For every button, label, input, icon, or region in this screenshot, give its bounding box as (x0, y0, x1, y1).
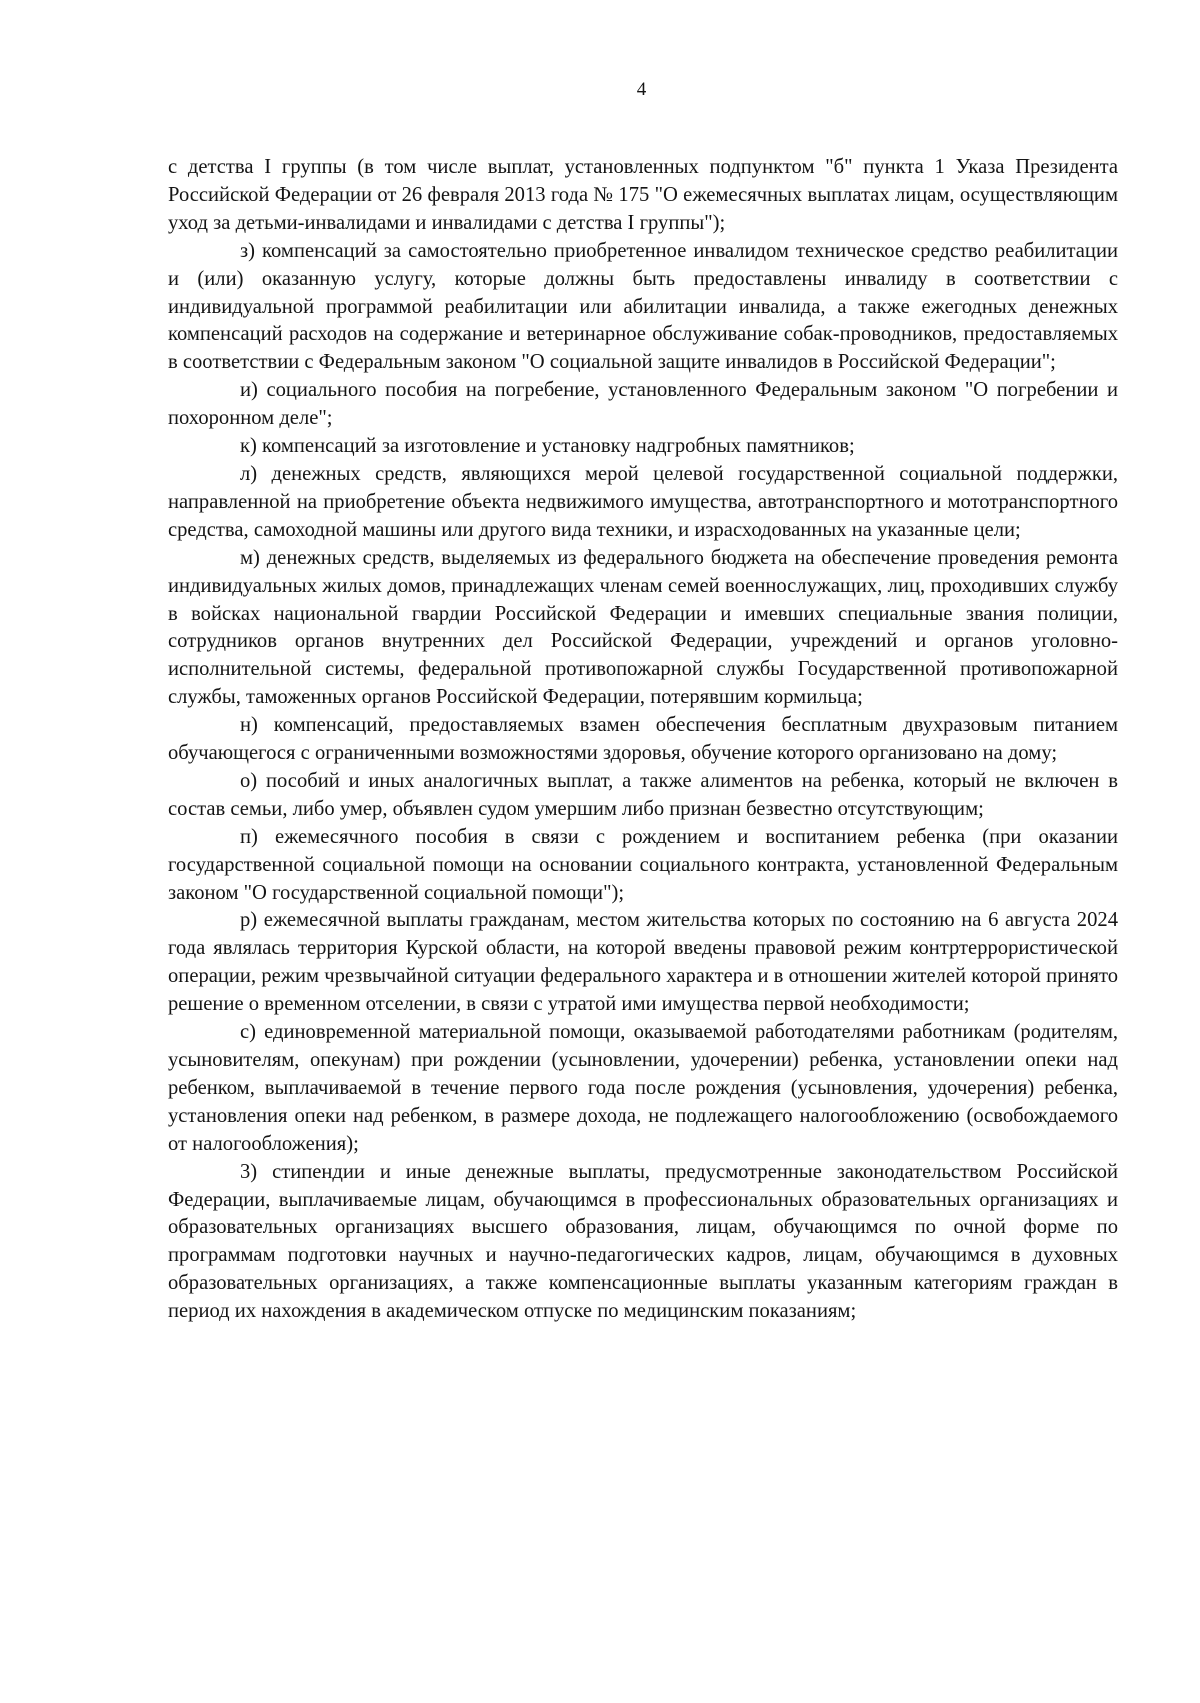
paragraph-item-3: 3) стипендии и иные денежные выплаты, предусмотренные законодательством Российской Федерации, выплачиваемые лицам, обучающимся в профессиональных образовательных организациях и образовательных организациях высшего образования, лицам, обучающимся по очной форме по программам подготовки научных и научно-педагогических кадров, лицам, обучающимся в духовных образовательных организациях, а также компенсационные выплаты указанным категориям граждан в период их нахождения в академическом отпуске по медицинским показаниям; (168, 1160, 1118, 1323)
paragraph-item-z: з) компенсаций за самостоятельно приобретенное инвалидом техническое средство реабилитации и (или) оказанную услугу, которые должны быть предоставлены инвалиду в соответствии с индивидуальной программой реабилитации или абилитации инвалида, а также ежегодных денежных компенсаций расходов на содержание и ветеринарное обслуживание собак-проводников, предоставляемых в соответствии с Федеральным законом "О социальной защите инвалидов в Российской Федерации"; (168, 239, 1118, 374)
paragraph-item-s: с) единовременной материальной помощи, оказываемой работодателями работникам (родителям, усыновителям, опекунам) при рождении (усыновлении, удочерении) ребенка, установлении опеки над ребенком, выплачиваемой в течение первого года после рождения (усыновления, удочерения) ребенка, установления опеки над ребенком, в размере дохода, не подлежащего налогообложению (освобождаемого от налогообложения); (168, 1021, 1118, 1155)
paragraph-item-k: к) компенсаций за изготовление и установку надгробных памятников; (240, 435, 855, 458)
page-number: 4 (636, 79, 647, 100)
paragraph-item-o: о) пособий и иных аналогичных выплат, а также алиментов на ребенка, который не включен в состав семьи, либо умер, объявлен судом умершим либо признан безвестно отсутствующим; (168, 769, 1118, 820)
paragraph-item-r: р) ежемесячной выплаты гражданам, местом жительства которых по состоянию на 6 августа 2024 года являлась территория Курской области, на которой введены правовой режим контртеррористической операции, режим чрезвычайной ситуации федерального характера и в отношении жителей которой принято решение о временном отселении, в связи с утратой ими имущества первой необходимости; (168, 909, 1118, 1016)
paragraph-item-p: п) ежемесячного пособия в связи с рождением и воспитанием ребенка (при оказании государственной социальной помощи на основании социального контракта, установленной Федеральным законом "О государственной социальной помощи"); (168, 825, 1118, 904)
paragraph-item-i: и) социального пособия на погребение, установленного Федеральным законом "О погребении и похоронном деле"; (168, 379, 1118, 430)
paragraph-item-n: н) компенсаций, предоставляемых взамен обеспечения бесплатным двухразовым питанием обучающегося с ограниченными возможностями здоровья, обучение которого организовано на дому; (168, 714, 1118, 765)
paragraph-item-l: л) денежных средств, являющихся мерой целевой государственной социальной поддержки, направленной на приобретение объекта недвижимого имущества, автотранспортного и мототранспортного средства, самоходной машины или другого вида техники, и израсходованных на указанные цели; (168, 462, 1118, 541)
paragraph-item-m: м) денежных средств, выделяемых из федерального бюджета на обеспечение проведения ремонта индивидуальных жилых домов, принадлежащих членам семей военнослужащих, лиц, проходивших службу в войсках национальной гвардии Российской Федерации и имевших специальные звания полиции, сотрудников органов внутренних дел Российской Федерации, учреждений и органов уголовно-исполнительной системы, федеральной противопожарной службы Государственной противопожарной службы, таможенных органов Российской Федерации, потерявшим кормильца; (168, 546, 1118, 709)
document-body (168, 154, 1118, 1326)
paragraph-continuation: с детства I группы (в том числе выплат, установленных подпунктом "б" пункта 1 Указа Президента Российской Федерации от 26 февраля 2013 года № 175 "О ежемесячных выплатах лицам, осуществляющим уход за детьми-инвалидами и инвалидами с детства I группы"); (168, 156, 1118, 234)
